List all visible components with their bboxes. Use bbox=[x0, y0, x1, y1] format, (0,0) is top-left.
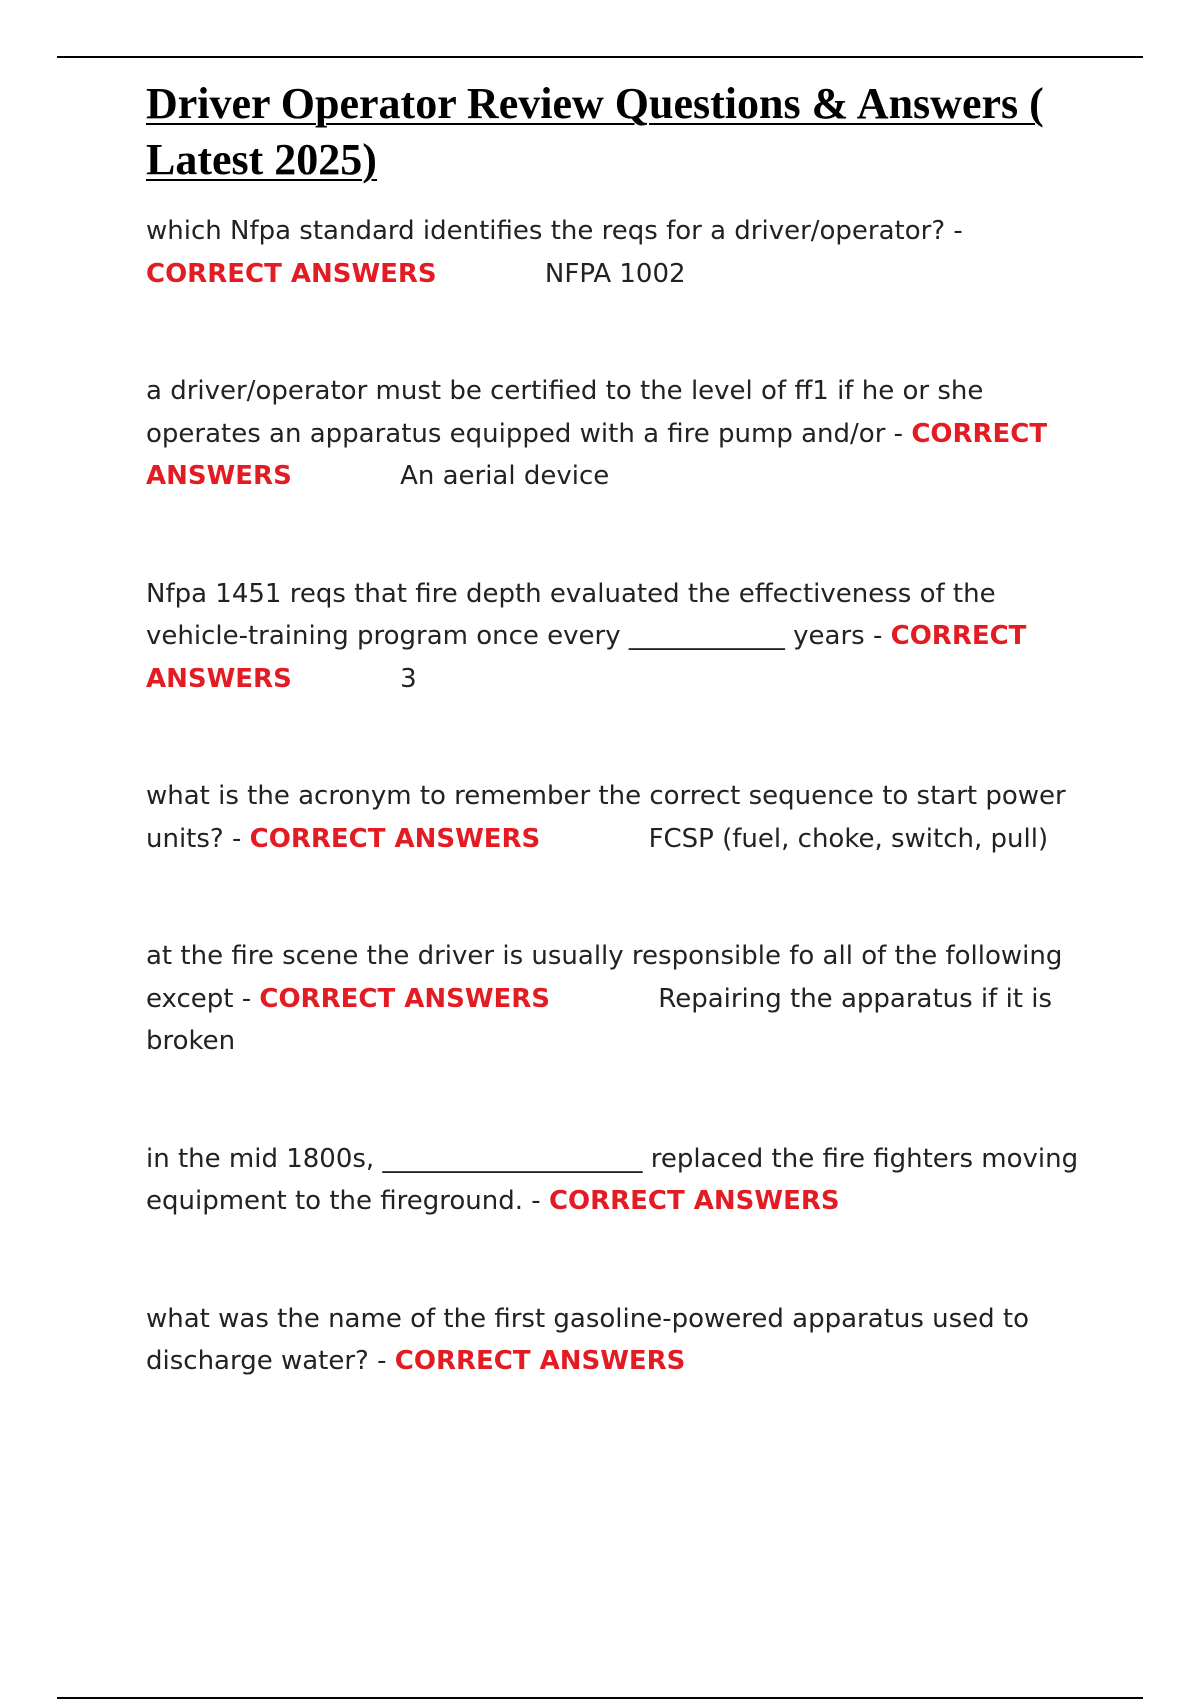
answer-text: Repairing the apparatus if it is broken bbox=[146, 983, 1053, 1056]
answer-text: An aerial device bbox=[400, 461, 610, 491]
answer-text: 3 bbox=[400, 663, 417, 694]
qa-item bbox=[146, 775, 1086, 860]
question-text: what was the name of the first gasoline-powered apparatus used to discharge water? - bbox=[146, 1303, 1030, 1376]
qa-item bbox=[146, 370, 1086, 498]
question-text: at the fire scene the driver is usually responsible fo all of the following except - bbox=[146, 941, 1063, 1014]
answer-text: FCSP (fuel, choke, switch, pull) bbox=[648, 823, 1049, 854]
question-text: what is the acronym to remember the correct sequence to start power units? - bbox=[146, 781, 1066, 854]
correct-answers-label: CORRECT ANSWERS bbox=[146, 418, 1048, 491]
correct-answers-label: CORRECT ANSWERS bbox=[259, 983, 551, 1014]
correct-answers-label: CORRECT ANSWERS bbox=[146, 621, 1027, 694]
qa-item bbox=[146, 1298, 1086, 1383]
correct-answers-label: CORRECT ANSWERS bbox=[548, 1186, 840, 1216]
qa-item bbox=[146, 573, 1086, 701]
question-text: which Nfpa standard identifies the reqs for a driver/operator? - bbox=[146, 216, 963, 246]
question-text: in the mid 1800s, ____________________ replaced the fire fighters moving equipment to the fireground. - bbox=[146, 1143, 1079, 1216]
header-rule bbox=[57, 56, 1143, 58]
correct-answers-label: CORRECT ANSWERS bbox=[394, 1346, 686, 1376]
correct-answers-label: CORRECT ANSWERS bbox=[146, 258, 437, 289]
qa-item bbox=[146, 210, 1086, 295]
question-text: a driver/operator must be certified to the level of ff1 if he or she operates an apparatus equipped with a fire pump and/or - bbox=[146, 376, 984, 449]
answer-text: NFPA 1002 bbox=[544, 258, 686, 289]
qa-item bbox=[146, 1138, 1086, 1223]
correct-answers-label: CORRECT ANSWERS bbox=[249, 823, 541, 854]
question-text: Nfpa 1451 reqs that fire depth evaluated the effectiveness of the vehicle-training program once every ____________ years - bbox=[146, 578, 996, 651]
document-title: Driver Operator Review Questions & Answers ( Latest 2025) bbox=[146, 79, 1044, 184]
document-body bbox=[146, 76, 1086, 1383]
footer-rule bbox=[57, 1697, 1143, 1699]
qa-item bbox=[146, 935, 1086, 1063]
